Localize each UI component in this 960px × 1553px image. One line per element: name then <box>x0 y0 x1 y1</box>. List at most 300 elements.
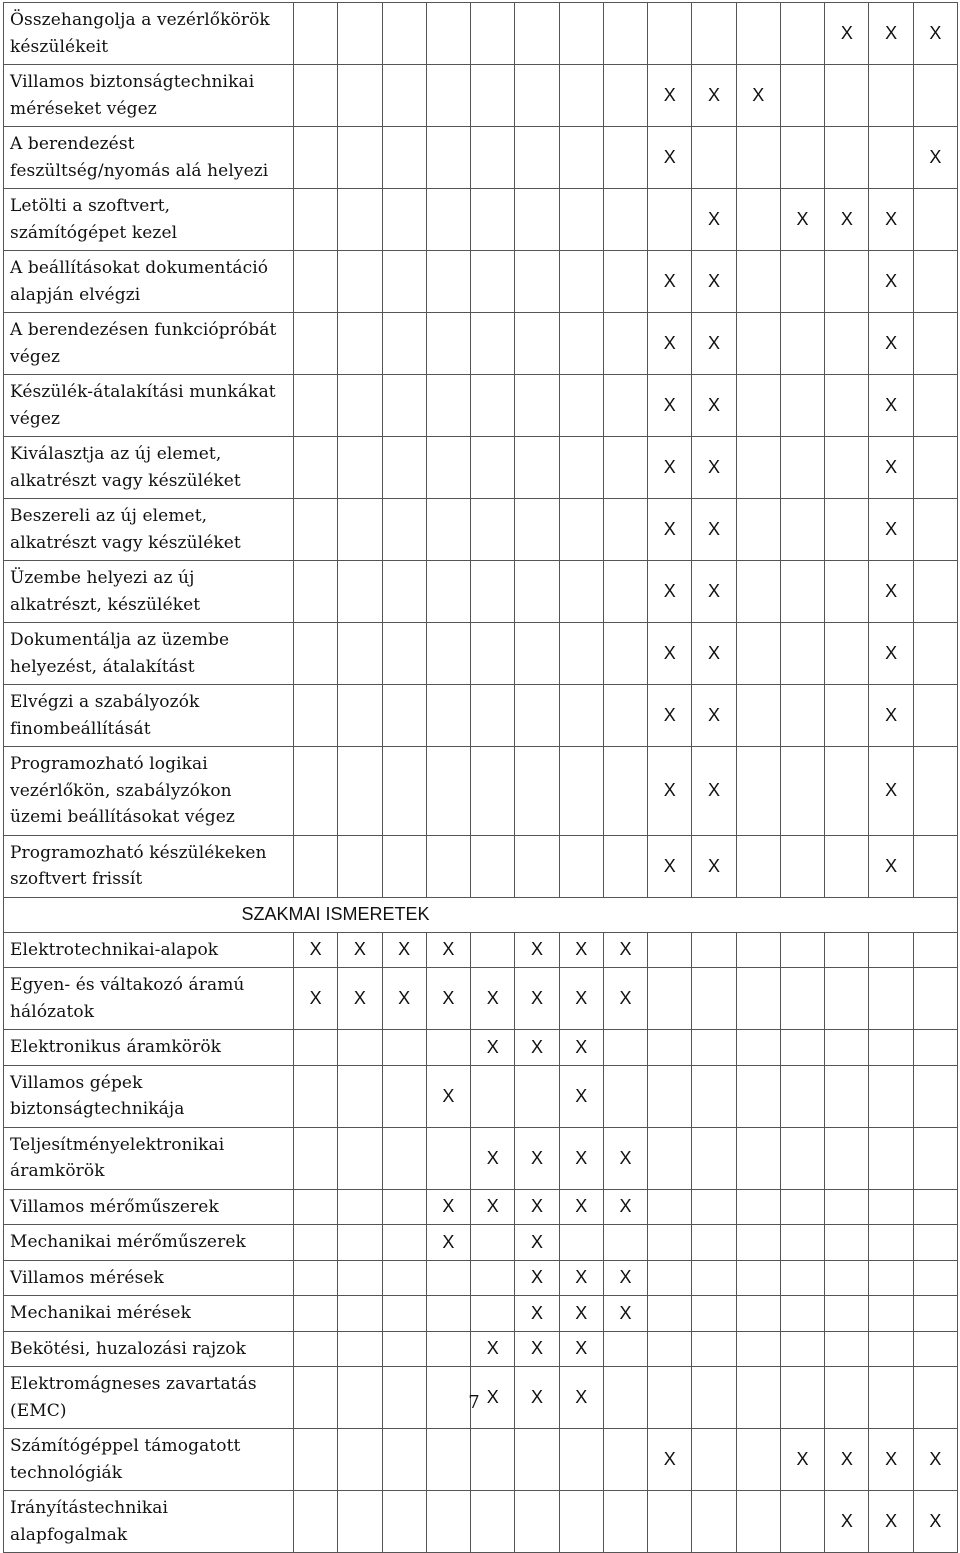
mark-cell <box>736 3 780 65</box>
knowledge-row <box>4 1429 958 1491</box>
mark-cell <box>515 499 559 561</box>
mark-cell <box>913 313 957 375</box>
mark-cell: X <box>869 561 913 623</box>
tasks-row <box>4 375 958 437</box>
mark-cell <box>515 1491 559 1553</box>
mark-cell <box>382 1030 426 1066</box>
mark-cell <box>603 65 647 127</box>
mark-cell <box>603 835 647 897</box>
mark-cell <box>294 251 338 313</box>
mark-cell <box>825 1030 869 1066</box>
mark-cell <box>294 623 338 685</box>
mark-cell: X <box>869 189 913 251</box>
mark-cell <box>692 932 736 968</box>
knowledge-row <box>4 1331 958 1367</box>
mark-cell <box>515 437 559 499</box>
mark-cell <box>648 1331 692 1367</box>
mark-cell: X <box>559 1189 603 1225</box>
mark-cell: X <box>648 835 692 897</box>
mark-cell <box>736 1331 780 1367</box>
mark-cell <box>515 1429 559 1491</box>
mark-cell: X <box>294 968 338 1030</box>
mark-cell: X <box>559 1296 603 1332</box>
mark-cell <box>736 1429 780 1491</box>
mark-cell <box>559 127 603 189</box>
mark-cell <box>648 189 692 251</box>
mark-cell <box>294 3 338 65</box>
mark-cell <box>825 251 869 313</box>
mark-cell <box>559 499 603 561</box>
mark-cell: X <box>559 1331 603 1367</box>
mark-cell <box>603 561 647 623</box>
mark-cell <box>736 251 780 313</box>
mark-cell <box>692 1189 736 1225</box>
mark-cell <box>294 1331 338 1367</box>
mark-cell <box>471 1491 515 1553</box>
mark-cell <box>825 561 869 623</box>
mark-cell <box>471 623 515 685</box>
mark-cell <box>736 1065 780 1127</box>
tasks-row <box>4 127 958 189</box>
mark-cell <box>780 1260 824 1296</box>
tasks-row <box>4 3 958 65</box>
mark-cell <box>426 1491 470 1553</box>
mark-cell <box>736 561 780 623</box>
mark-cell: X <box>471 968 515 1030</box>
mark-cell <box>471 189 515 251</box>
mark-cell <box>515 747 559 836</box>
mark-cell <box>603 437 647 499</box>
mark-cell <box>780 623 824 685</box>
tasks-row <box>4 623 958 685</box>
mark-cell <box>515 65 559 127</box>
mark-cell <box>825 1296 869 1332</box>
mark-cell <box>869 932 913 968</box>
mark-cell <box>382 1331 426 1367</box>
mark-cell <box>471 3 515 65</box>
mark-cell <box>515 251 559 313</box>
mark-cell <box>736 437 780 499</box>
mark-cell <box>736 189 780 251</box>
tasks-row <box>4 437 958 499</box>
mark-cell: X <box>825 3 869 65</box>
mark-cell <box>338 1225 382 1261</box>
mark-cell <box>825 65 869 127</box>
mark-cell <box>559 1429 603 1491</box>
mark-cell <box>515 1065 559 1127</box>
mark-cell <box>825 499 869 561</box>
mark-cell: X <box>426 968 470 1030</box>
mark-cell <box>869 1225 913 1261</box>
mark-cell <box>913 747 957 836</box>
mark-cell <box>471 685 515 747</box>
mark-cell <box>780 251 824 313</box>
mark-cell <box>294 747 338 836</box>
mark-cell <box>736 127 780 189</box>
mark-cell <box>913 1127 957 1189</box>
mark-cell <box>913 437 957 499</box>
mark-cell <box>603 313 647 375</box>
mark-cell <box>338 499 382 561</box>
mark-cell <box>913 932 957 968</box>
mark-cell: X <box>780 1429 824 1491</box>
knowledge-label: Számítógéppel támogatott technológiák <box>4 1429 294 1491</box>
mark-cell: X <box>692 747 736 836</box>
mark-cell <box>736 313 780 375</box>
mark-cell <box>426 65 470 127</box>
mark-cell <box>648 1065 692 1127</box>
mark-cell <box>780 127 824 189</box>
tasks-label: Üzembe helyezi az új alkatrészt, készüléket <box>4 561 294 623</box>
mark-cell <box>382 747 426 836</box>
mark-cell <box>338 747 382 836</box>
mark-cell: X <box>869 685 913 747</box>
mark-cell <box>426 437 470 499</box>
mark-cell: X <box>515 1189 559 1225</box>
mark-cell <box>294 189 338 251</box>
mark-cell <box>692 1127 736 1189</box>
mark-cell <box>338 251 382 313</box>
mark-cell <box>559 747 603 836</box>
mark-cell <box>515 685 559 747</box>
mark-cell <box>825 313 869 375</box>
mark-cell <box>913 189 957 251</box>
mark-cell <box>913 835 957 897</box>
mark-cell <box>603 375 647 437</box>
mark-cell <box>869 968 913 1030</box>
mark-cell <box>426 1296 470 1332</box>
mark-cell: X <box>692 561 736 623</box>
mark-cell: X <box>869 3 913 65</box>
mark-cell <box>338 1189 382 1225</box>
mark-cell: X <box>648 313 692 375</box>
tasks-row <box>4 65 958 127</box>
mark-cell <box>382 835 426 897</box>
knowledge-row <box>4 1030 958 1066</box>
mark-cell <box>692 1030 736 1066</box>
mark-cell <box>559 623 603 685</box>
mark-cell <box>382 1127 426 1189</box>
mark-cell <box>780 499 824 561</box>
mark-cell <box>338 1491 382 1553</box>
mark-cell <box>294 1225 338 1261</box>
mark-cell: X <box>426 1189 470 1225</box>
mark-cell: X <box>869 499 913 561</box>
mark-cell <box>515 189 559 251</box>
mark-cell <box>869 1296 913 1332</box>
mark-cell: X <box>869 747 913 836</box>
mark-cell <box>338 1331 382 1367</box>
mark-cell: X <box>338 968 382 1030</box>
mark-cell <box>426 1429 470 1491</box>
mark-cell <box>780 313 824 375</box>
tasks-row <box>4 251 958 313</box>
mark-cell: X <box>648 561 692 623</box>
mark-cell <box>382 251 426 313</box>
mark-cell: X <box>648 747 692 836</box>
mark-cell: X <box>648 251 692 313</box>
mark-cell <box>736 1296 780 1332</box>
mark-cell <box>382 1296 426 1332</box>
tasks-label: A beállításokat dokumentáció alapján elvégzi <box>4 251 294 313</box>
mark-cell <box>338 561 382 623</box>
mark-cell <box>382 1189 426 1225</box>
mark-cell <box>471 127 515 189</box>
mark-cell <box>692 1260 736 1296</box>
mark-cell <box>869 1260 913 1296</box>
mark-cell: X <box>869 375 913 437</box>
mark-cell <box>913 65 957 127</box>
mark-cell: X <box>736 65 780 127</box>
mark-cell <box>294 1491 338 1553</box>
mark-cell <box>692 1491 736 1553</box>
mark-cell: X <box>471 1127 515 1189</box>
mark-cell <box>692 1296 736 1332</box>
mark-cell <box>648 1225 692 1261</box>
knowledge-label: Teljesítményelektronikai áramkörök <box>4 1127 294 1189</box>
mark-cell <box>294 375 338 437</box>
mark-cell: X <box>692 251 736 313</box>
mark-cell: X <box>603 932 647 968</box>
mark-cell <box>736 685 780 747</box>
mark-cell <box>825 623 869 685</box>
mark-cell <box>338 1127 382 1189</box>
tasks-row <box>4 835 958 897</box>
mark-cell <box>736 1491 780 1553</box>
mark-cell <box>382 437 426 499</box>
mark-cell <box>780 685 824 747</box>
mark-cell <box>825 835 869 897</box>
mark-cell <box>426 1331 470 1367</box>
mark-cell <box>736 1260 780 1296</box>
mark-cell <box>913 1331 957 1367</box>
mark-cell <box>913 685 957 747</box>
mark-cell <box>780 1189 824 1225</box>
mark-cell <box>736 1189 780 1225</box>
mark-cell: X <box>869 1491 913 1553</box>
tasks-label: Letölti a szoftvert, számítógépet kezel <box>4 189 294 251</box>
mark-cell <box>648 1491 692 1553</box>
mark-cell: X <box>648 437 692 499</box>
mark-cell <box>736 932 780 968</box>
mark-cell <box>515 313 559 375</box>
mark-cell <box>294 437 338 499</box>
mark-cell <box>913 1260 957 1296</box>
mark-cell <box>382 1260 426 1296</box>
mark-cell <box>780 1030 824 1066</box>
mark-cell: X <box>692 685 736 747</box>
mark-cell <box>692 1225 736 1261</box>
mark-cell <box>736 968 780 1030</box>
mark-cell <box>825 1225 869 1261</box>
knowledge-row <box>4 932 958 968</box>
mark-cell <box>825 437 869 499</box>
mark-cell <box>382 313 426 375</box>
tasks-label: Beszereli az új elemet, alkatrészt vagy készüléket <box>4 499 294 561</box>
mark-cell <box>780 437 824 499</box>
mark-cell: X <box>825 189 869 251</box>
mark-cell <box>913 1065 957 1127</box>
mark-cell <box>780 3 824 65</box>
mark-cell: X <box>382 968 426 1030</box>
knowledge-label: Bekötési, huzalozási rajzok <box>4 1331 294 1367</box>
mark-cell <box>426 1127 470 1189</box>
mark-cell <box>515 561 559 623</box>
mark-cell: X <box>559 1260 603 1296</box>
mark-cell <box>294 1030 338 1066</box>
mark-cell: X <box>648 1429 692 1491</box>
mark-cell <box>338 835 382 897</box>
mark-cell: X <box>825 1491 869 1553</box>
mark-cell <box>603 747 647 836</box>
mark-cell <box>825 1331 869 1367</box>
mark-cell: X <box>869 835 913 897</box>
knowledge-row <box>4 1127 958 1189</box>
mark-cell <box>338 127 382 189</box>
mark-cell <box>338 1296 382 1332</box>
mark-cell <box>736 375 780 437</box>
mark-cell <box>780 835 824 897</box>
mark-cell: X <box>426 1065 470 1127</box>
knowledge-label: Mechanikai mérések <box>4 1296 294 1332</box>
mark-cell <box>426 1030 470 1066</box>
mark-cell <box>692 127 736 189</box>
tasks-label: Készülék-átalakítási munkákat végez <box>4 375 294 437</box>
mark-cell: X <box>515 932 559 968</box>
mark-cell <box>780 1065 824 1127</box>
mark-cell: X <box>692 437 736 499</box>
mark-cell: X <box>426 932 470 968</box>
mark-cell <box>780 932 824 968</box>
mark-cell <box>780 375 824 437</box>
mark-cell <box>426 685 470 747</box>
mark-cell <box>869 127 913 189</box>
mark-cell <box>382 127 426 189</box>
mark-cell <box>426 561 470 623</box>
mark-cell <box>736 499 780 561</box>
mark-cell: X <box>869 251 913 313</box>
mark-cell: X <box>515 1030 559 1066</box>
knowledge-label: Elektromágneses zavartatás (EMC) <box>4 1367 294 1429</box>
mark-cell <box>338 1260 382 1296</box>
mark-cell <box>426 499 470 561</box>
mark-cell <box>869 1189 913 1225</box>
mark-cell: X <box>648 65 692 127</box>
mark-cell <box>648 1189 692 1225</box>
mark-cell <box>294 127 338 189</box>
mark-cell <box>338 685 382 747</box>
mark-cell <box>515 623 559 685</box>
knowledge-row <box>4 1189 958 1225</box>
knowledge-row <box>4 1065 958 1127</box>
tasks-label: Összehangolja a vezérlőkörök készülékeit <box>4 3 294 65</box>
mark-cell <box>603 1331 647 1367</box>
mark-cell <box>382 561 426 623</box>
tasks-row <box>4 313 958 375</box>
mark-cell <box>648 1296 692 1332</box>
mark-cell <box>471 561 515 623</box>
mark-cell <box>294 1296 338 1332</box>
mark-cell: X <box>869 623 913 685</box>
mark-cell <box>736 1225 780 1261</box>
mark-cell <box>736 747 780 836</box>
knowledge-row <box>4 1296 958 1332</box>
mark-cell <box>294 65 338 127</box>
mark-cell <box>780 747 824 836</box>
mark-cell <box>603 3 647 65</box>
mark-cell <box>648 968 692 1030</box>
mark-cell <box>471 747 515 836</box>
mark-cell <box>603 1065 647 1127</box>
tasks-row <box>4 499 958 561</box>
mark-cell <box>692 1065 736 1127</box>
tasks-label: Kiválasztja az új elemet, alkatrészt vagy készüléket <box>4 437 294 499</box>
mark-cell <box>294 499 338 561</box>
tasks-label: Programozható logikai vezérlőkön, szabályzókon üzemi beállításokat végez <box>4 747 294 836</box>
mark-cell <box>294 561 338 623</box>
mark-cell <box>471 1260 515 1296</box>
mark-cell <box>338 1065 382 1127</box>
tasks-label: Elvégzi a szabályozók finombeállítását <box>4 685 294 747</box>
mark-cell <box>603 189 647 251</box>
mark-cell <box>825 375 869 437</box>
mark-cell: X <box>603 1189 647 1225</box>
mark-cell <box>426 251 470 313</box>
mark-cell <box>426 1260 470 1296</box>
mark-cell: X <box>603 1127 647 1189</box>
mark-cell: X <box>603 1296 647 1332</box>
mark-cell: X <box>692 65 736 127</box>
knowledge-row <box>4 1260 958 1296</box>
mark-cell <box>913 968 957 1030</box>
mark-cell: X <box>869 1429 913 1491</box>
mark-cell <box>736 623 780 685</box>
mark-cell <box>382 3 426 65</box>
mark-cell <box>780 1296 824 1332</box>
mark-cell: X <box>515 1367 559 1429</box>
mark-cell: X <box>515 968 559 1030</box>
mark-cell <box>559 65 603 127</box>
mark-cell: X <box>648 685 692 747</box>
knowledge-label: Irányítástechnikai alapfogalmak <box>4 1491 294 1553</box>
mark-cell <box>559 251 603 313</box>
mark-cell <box>869 1065 913 1127</box>
mark-cell: X <box>559 1030 603 1066</box>
mark-cell <box>294 1127 338 1189</box>
mark-cell <box>294 835 338 897</box>
mark-cell <box>559 835 603 897</box>
mark-cell <box>382 1491 426 1553</box>
mark-cell <box>869 1030 913 1066</box>
mark-cell <box>913 251 957 313</box>
mark-cell <box>382 1225 426 1261</box>
mark-cell <box>515 3 559 65</box>
mark-cell <box>294 1429 338 1491</box>
mark-cell <box>471 65 515 127</box>
mark-cell: X <box>559 1127 603 1189</box>
mark-cell <box>913 561 957 623</box>
mark-cell <box>382 65 426 127</box>
mark-cell <box>294 685 338 747</box>
mark-cell <box>780 1225 824 1261</box>
mark-cell <box>825 747 869 836</box>
mark-cell <box>426 835 470 897</box>
mark-cell: X <box>515 1296 559 1332</box>
mark-cell <box>825 968 869 1030</box>
mark-cell: X <box>471 1189 515 1225</box>
mark-cell <box>913 1225 957 1261</box>
mark-cell: X <box>471 1030 515 1066</box>
